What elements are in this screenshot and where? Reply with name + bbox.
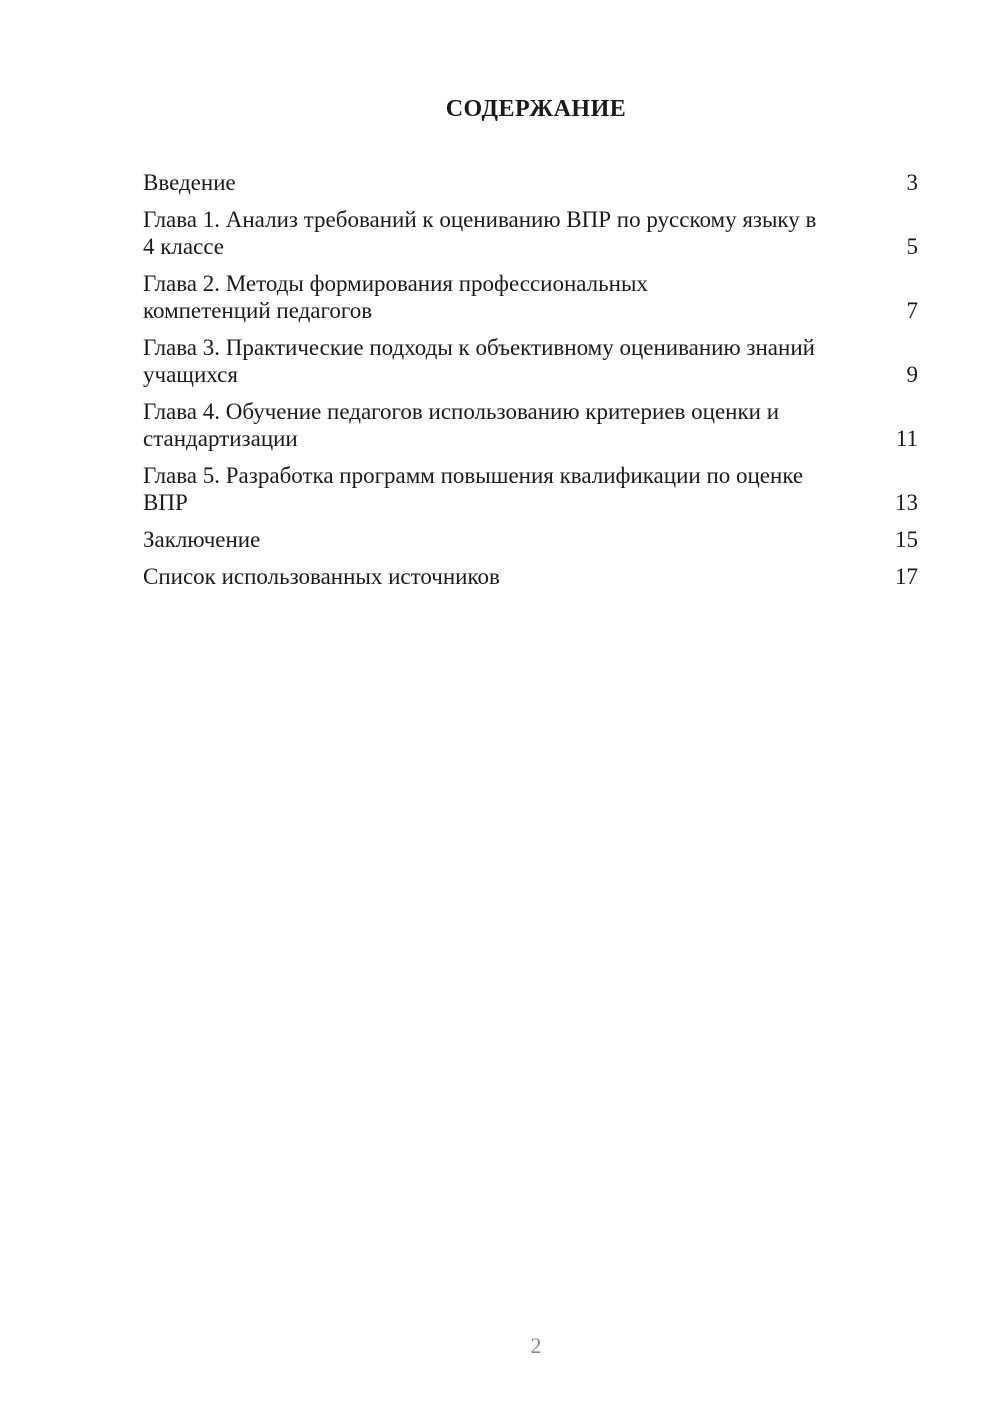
toc-entry-page: 15: [895, 527, 918, 552]
toc-entry-conclusion[interactable]: [143, 526, 918, 553]
toc-entry-page: 5: [906, 234, 918, 259]
toc-entry-page: 3: [906, 170, 918, 195]
toc-entry-chapter-5[interactable]: [143, 462, 918, 516]
toc-entry-text: Глава 4. Обучение педагогов использованию критериев оценки и стандартизации: [143, 399, 780, 451]
toc-entry-page: 11: [895, 426, 918, 451]
toc-entry-page: 9: [906, 362, 918, 387]
page-number: 2: [530, 1333, 542, 1358]
toc-entry-page: 7: [906, 298, 918, 323]
toc-entry-text: Заключение: [143, 527, 261, 552]
table-of-contents: [143, 169, 918, 600]
toc-entry-chapter-3[interactable]: [143, 334, 918, 388]
toc-entry-page: 13: [895, 490, 918, 515]
toc-entry-text: Глава 5. Разработка программ повышения квалификации по оценке ВПР: [143, 463, 804, 515]
toc-entry-chapter-4[interactable]: [143, 398, 918, 452]
toc-title: СОДЕРЖАНИЕ: [445, 96, 627, 122]
toc-entry-chapter-2[interactable]: [143, 270, 918, 324]
toc-entry-text: Список использованных источников: [143, 564, 500, 589]
toc-entry-introduction[interactable]: [143, 169, 918, 196]
toc-entry-chapter-1[interactable]: [143, 206, 918, 260]
toc-entry-text: Глава 1. Анализ требований к оцениванию ВПР по русскому языку в 4 классе: [143, 207, 817, 259]
toc-entry-text: Глава 3. Практические подходы к объективному оцениванию знаний учащихся: [143, 335, 815, 387]
toc-entry-text: Глава 2. Методы формирования профессиональных компетенций педагогов: [143, 271, 648, 323]
toc-entry-text: Введение: [143, 170, 236, 195]
toc-entry-references[interactable]: [143, 563, 918, 590]
toc-entry-page: 17: [895, 564, 918, 589]
